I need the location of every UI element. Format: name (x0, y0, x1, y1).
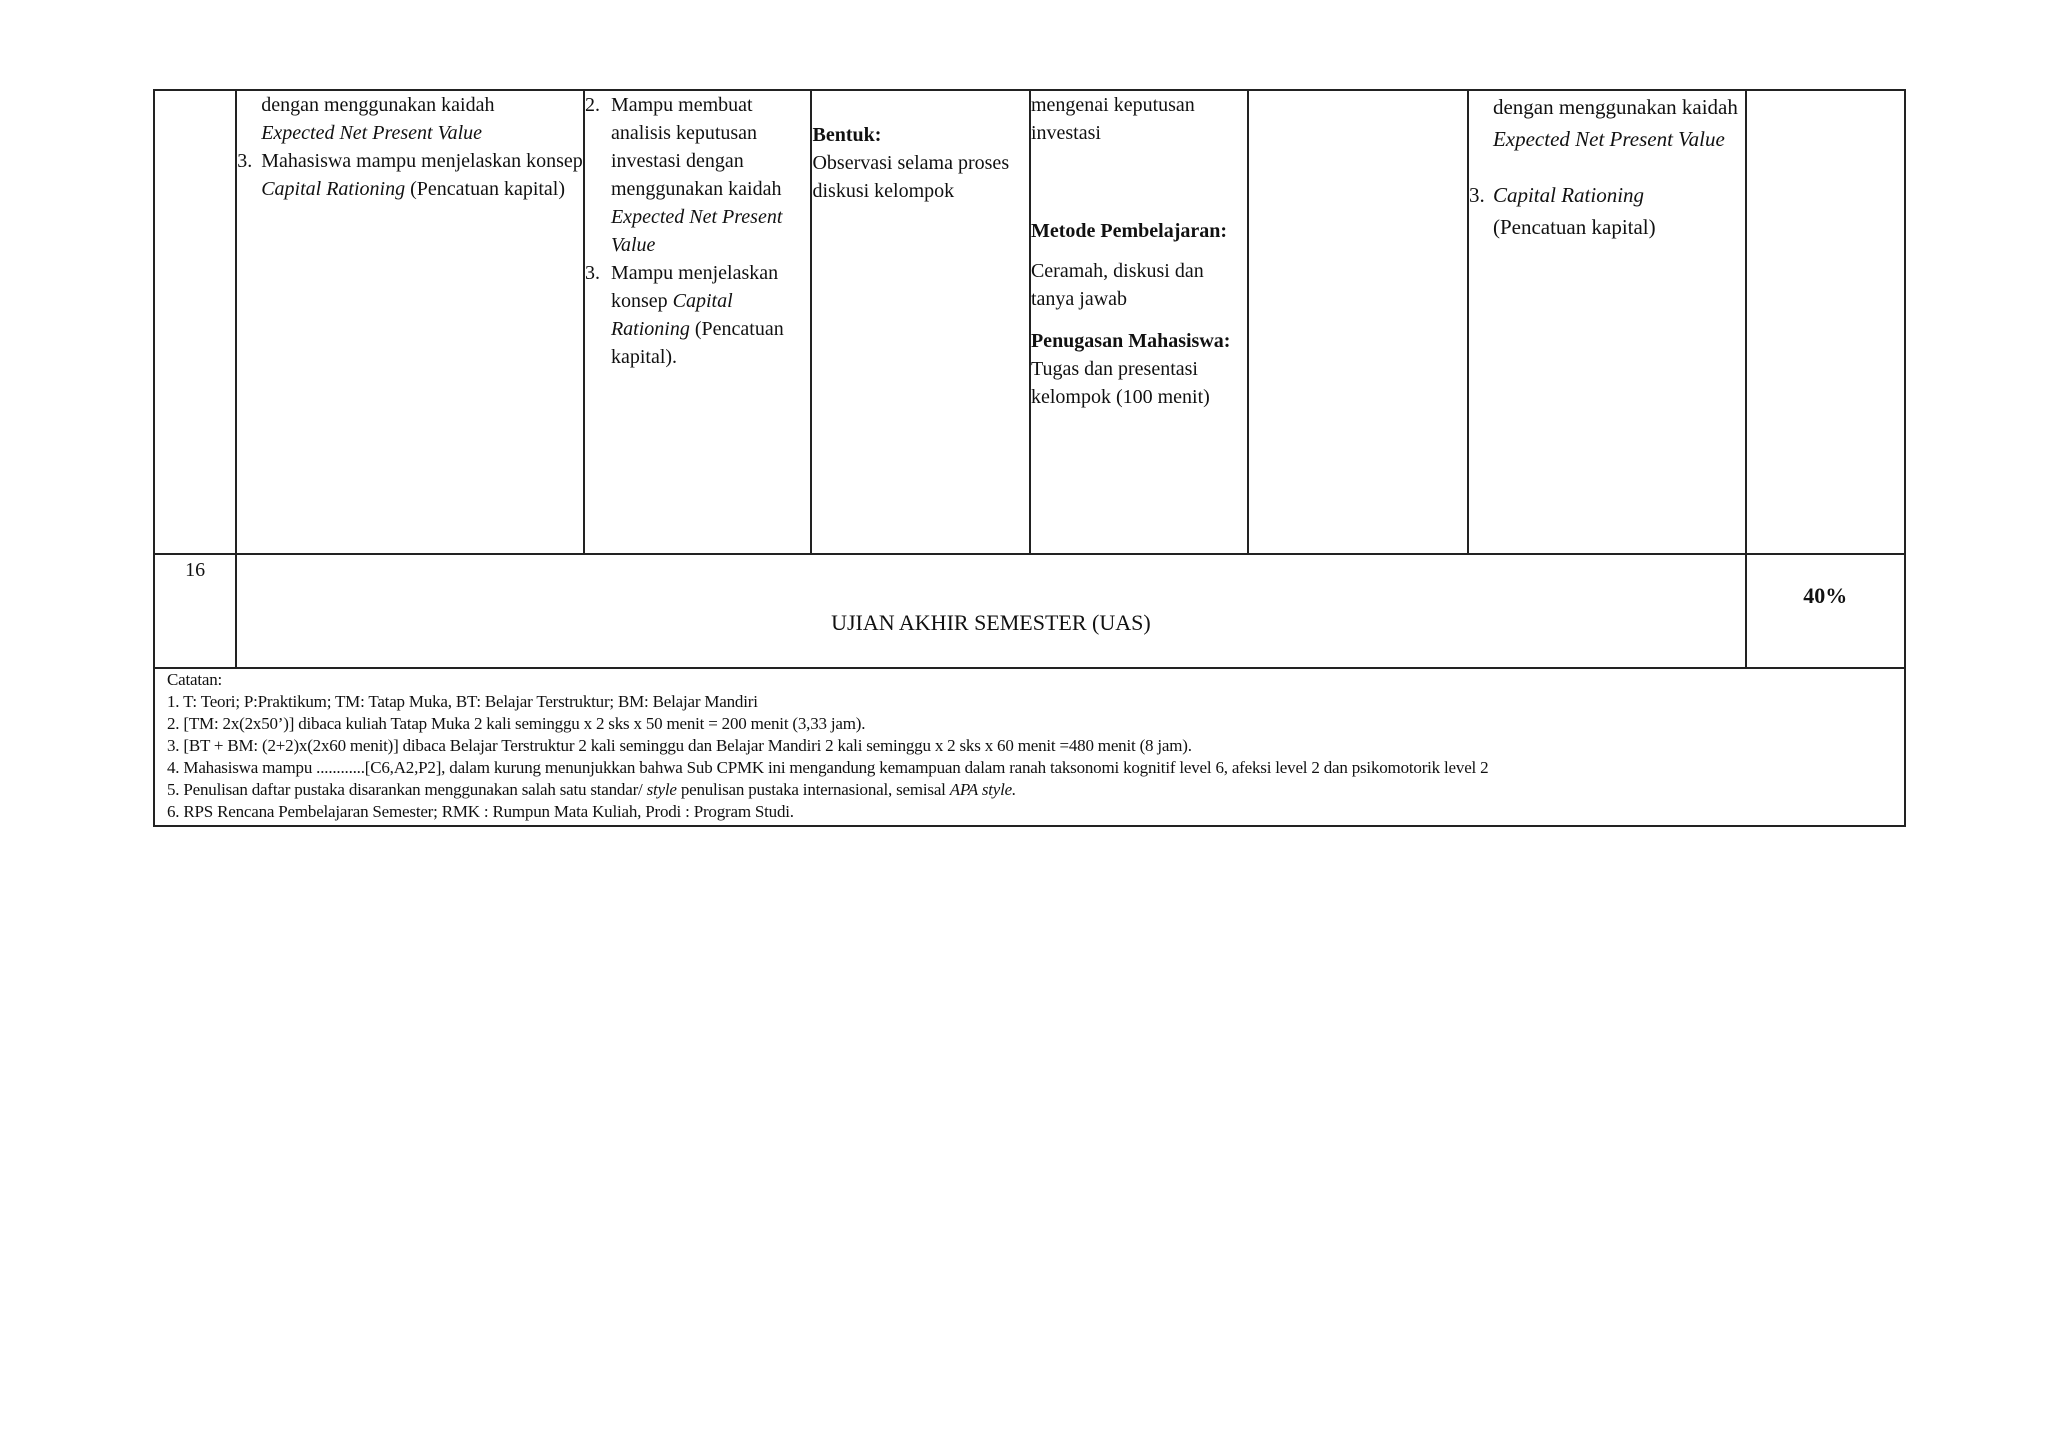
sub-cpmk-line-italic: Expected Net Present Value (261, 122, 483, 144)
notes-cell (154, 668, 1905, 826)
list-item: 3. Capital Rationing (Pencatuan kapital) (1468, 183, 1656, 239)
note-line: 4. Mahasiswa mampu ............[C6,A2,P2], dalam kurung menunjukkan bahwa Sub CPMK ini mengandung kemampuan dalam ranah taksonomi kognitif level 6, afeksi level 2 dan psikomotorik level 2 (167, 758, 1489, 777)
week-number: 16 (154, 554, 236, 668)
note-line: 3. [BT + BM: (2+2)x(2x60 menit)] dibaca Belajar Terstruktur 2 kali seminggu dan Belajar Mandiri 2 kali seminggu x 2 sks x 60 menit =480 menit (8 jam). (167, 736, 1192, 755)
list-item: 3. Mampu menjelaskan konsep Capital Rationing (Pencatuan kapital). (584, 262, 784, 368)
table-row-notes (154, 668, 1905, 826)
note-line: 1. T: Teori; P:Praktikum; TM: Tatap Muka, BT: Belajar Terstruktur; BM: Belajar Mandiri (167, 692, 758, 711)
week-cell-empty (154, 90, 236, 554)
note-line: 2. [TM: 2x(2x50’)] dibaca kuliah Tatap Muka 2 kali seminggu x 2 sks x 50 menit = 200 menit (3,33 jam). (167, 714, 866, 733)
sub-cpmk-line: dengan menggunakan kaidah (261, 94, 495, 116)
penugasan-text: Tugas dan presentasi kelompok (100 menit) (1030, 358, 1210, 408)
bentuk-heading: Bentuk: (812, 124, 882, 146)
rps-table (153, 89, 1906, 827)
list-item: 2. Mampu membuat analisis keputusan investasi dengan menggunakan kaidah Expected Net Present Value (584, 94, 783, 256)
sub-cpmk-list (237, 147, 583, 203)
bentuk-text: Observasi selama proses diskusi kelompok (812, 152, 1010, 202)
materi-cell (1468, 90, 1746, 554)
uas-weight: 40% (1746, 554, 1905, 668)
metode-heading: Metode Pembelajaran: (1030, 220, 1228, 242)
kriteria-bentuk-cell (811, 90, 1029, 554)
sub-cpmk-cell (236, 90, 584, 554)
table-row-week-15 (154, 90, 1905, 554)
metode-intro-text: mengenai keputusan investasi (1030, 94, 1195, 144)
penugasan-heading: Penugasan Mahasiswa: (1030, 330, 1231, 352)
list-item: 3. Mahasiswa mampu menjelaskan konsep Capital Rationing (Pencatuan kapital) (237, 150, 583, 200)
metode-text: Ceramah, diskusi dan tanya jawab (1030, 260, 1204, 310)
bobot-cell-empty (1746, 90, 1905, 554)
indikator-list (585, 91, 811, 371)
materi-line: dengan menggunakan kaidah Expected Net Present Value (1492, 95, 1738, 151)
uas-title-cell (236, 554, 1745, 668)
note-line: 6. RPS Rencana Pembelajaran Semester; RMK : Rumpun Mata Kuliah, Prodi : Program Studi. (167, 802, 794, 821)
indikator-cell (584, 90, 812, 554)
uas-title: UJIAN AKHIR SEMESTER (UAS) (831, 610, 1151, 635)
notes-heading: Catatan: (167, 670, 223, 689)
materi-list (1469, 179, 1745, 243)
empty-cell (1248, 90, 1468, 554)
metode-cell (1030, 90, 1248, 554)
note-line: 5. Penulisan daftar pustaka disarankan menggunakan salah satu standar/ style penulisan pustaka internasional, semisal APA style. (167, 780, 1017, 799)
table-row-uas (154, 554, 1905, 668)
